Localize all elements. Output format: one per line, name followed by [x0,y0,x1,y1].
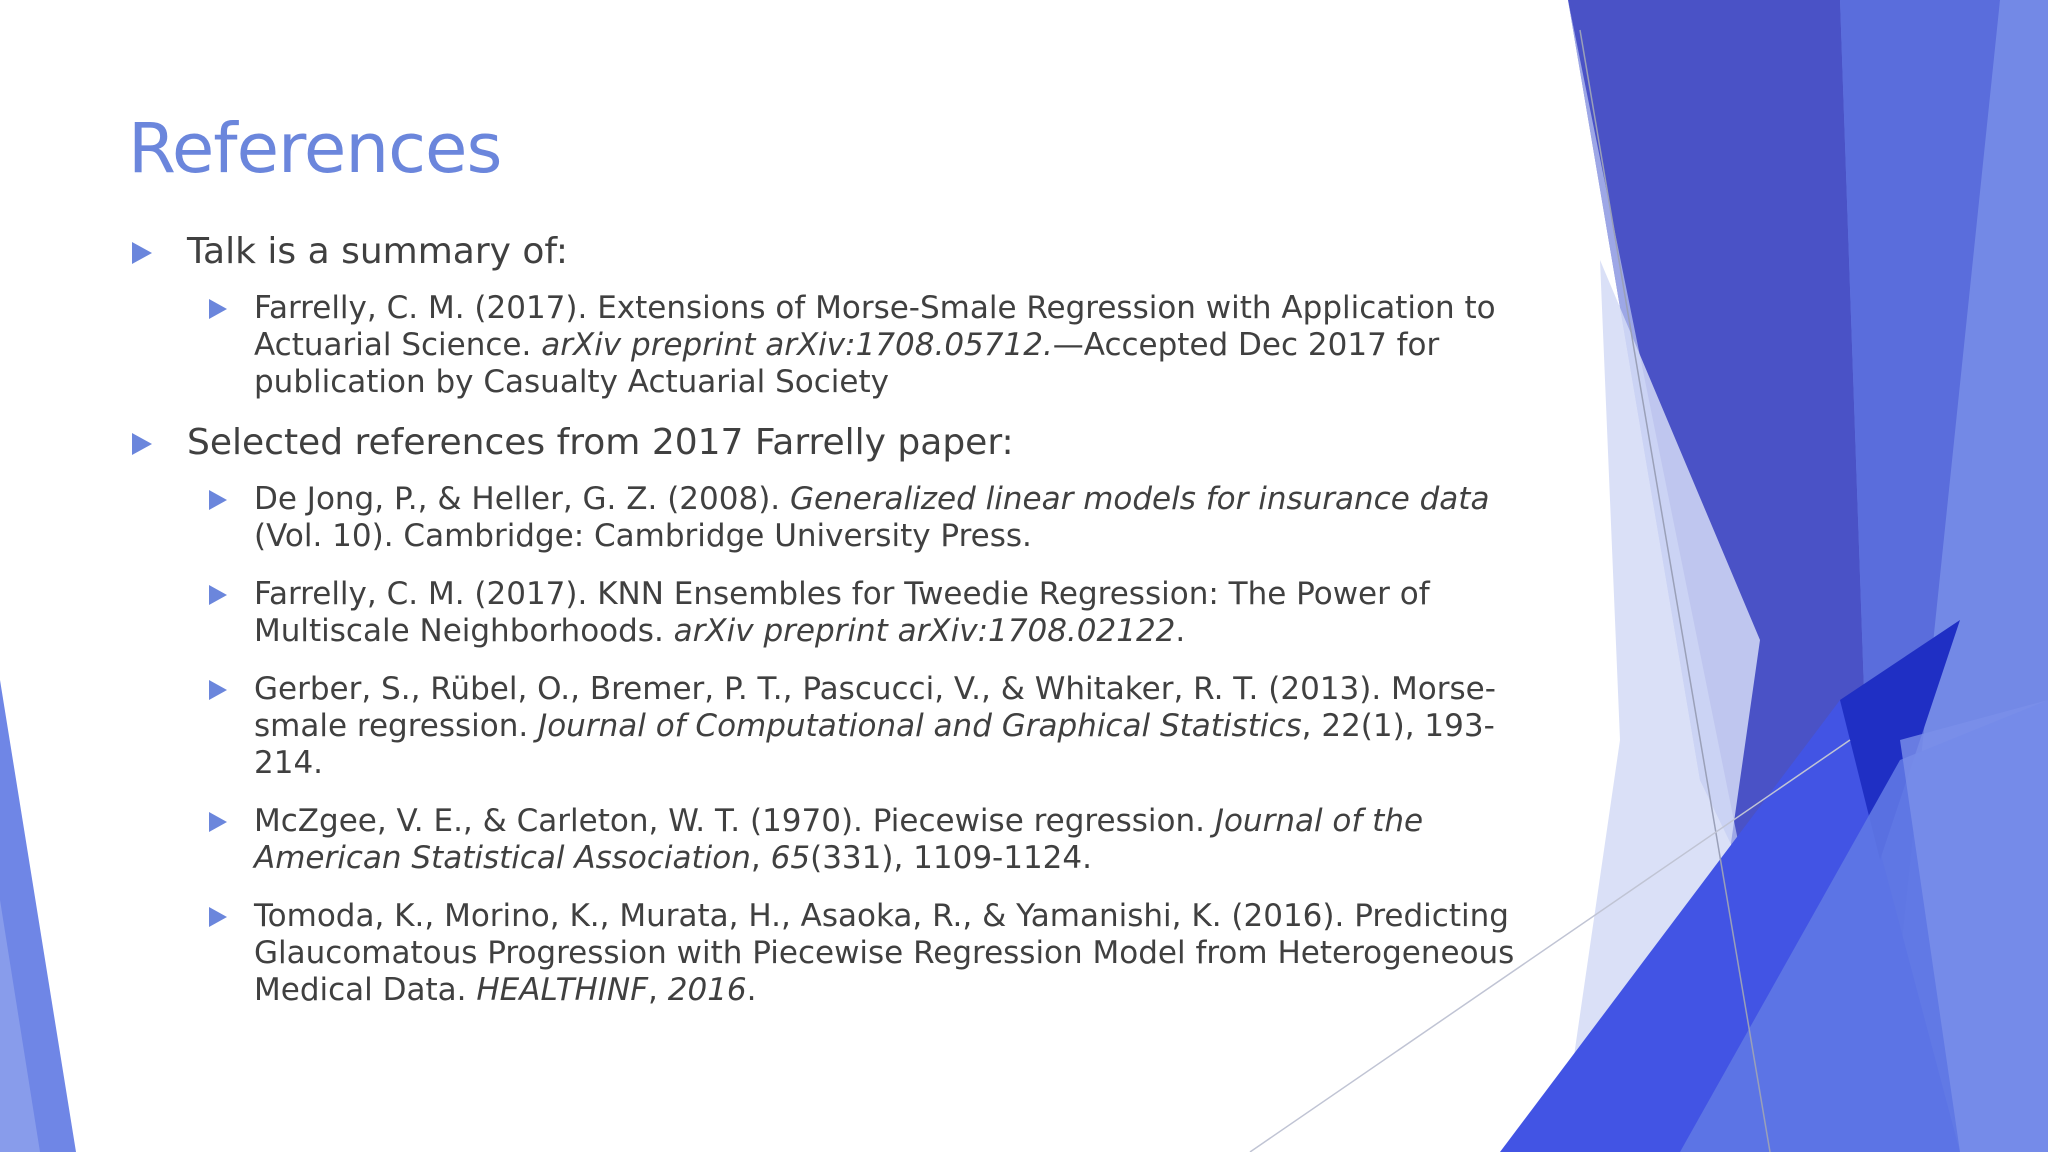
reference-item [254,803,1542,877]
reference-item [254,576,1542,650]
right-triangle-icon [209,299,227,319]
reference-source: Generalized linear models for insurance data [790,481,1490,517]
reference-text: De Jong, P., & Heller, G. Z. (2008). [254,481,790,517]
reference-text: , [750,840,771,876]
reference-text: (331), 1109-1124. [810,840,1092,876]
reference-source: arXiv preprint arXiv:1708.02122 [673,613,1176,649]
right-triangle-icon [132,433,152,455]
reference-source: Journal of Computational and Graphical Statistics [538,708,1302,744]
reference-text: Gerber, S., Rübel, O., Bremer, P. T., Pascucci, V., & Whitaker, R. T. (2013). Morse-smale regression. [254,671,1496,744]
reference-source: HEALTHINF [476,972,649,1008]
reference-text: . [746,972,757,1008]
reference-text: Tomoda, K., Morino, K., Murata, H., Asaoka, R., & Yamanishi, K. (2016). Predicting Glaucomatous Progression with Piecewise Regression Model from Heterogeneous Medical Data. [254,898,1515,1008]
reference-item [254,290,1542,401]
reference-text: —Accepted Dec 2017 for publication by Casualty Actuarial Society [254,327,1440,400]
section-heading-selected [132,423,1542,463]
section-heading-summary [132,232,1542,272]
right-triangle-icon [132,242,152,264]
section-heading-text: Selected references from 2017 Farrelly paper: [187,422,1014,463]
reference-item [254,481,1542,555]
right-triangle-icon [209,812,227,832]
reference-item [254,898,1542,1009]
reference-item [254,671,1542,782]
reference-source: Journal of the American Statistical Association [254,803,1424,876]
right-triangle-icon [209,490,227,510]
references-content [132,232,1542,1030]
reference-text: , [648,972,668,1008]
reference-text: (Vol. 10). Cambridge: Cambridge University Press. [254,518,1032,554]
reference-year: 2016 [667,972,747,1008]
slide-title: References [128,109,502,189]
right-triangle-icon [209,907,227,927]
reference-text: , 22(1), 193-214. [254,708,1495,781]
right-triangle-icon [209,680,227,700]
reference-text: Farrelly, C. M. (2017). Extensions of Morse-Smale Regression with Application to Actuarial Science. [254,290,1496,363]
reference-source: arXiv preprint arXiv:1708.05712. [541,327,1053,363]
reference-text: Farrelly, C. M. (2017). KNN Ensembles for Tweedie Regression: The Power of Multiscale Neighborhoods. [254,576,1430,649]
reference-text: . [1175,613,1186,649]
section-heading-text: Talk is a summary of: [187,231,568,272]
reference-volume: 65 [770,840,811,876]
reference-text: McZgee, V. E., & Carleton, W. T. (1970). Piecewise regression. [254,803,1215,839]
right-triangle-icon [209,585,227,605]
